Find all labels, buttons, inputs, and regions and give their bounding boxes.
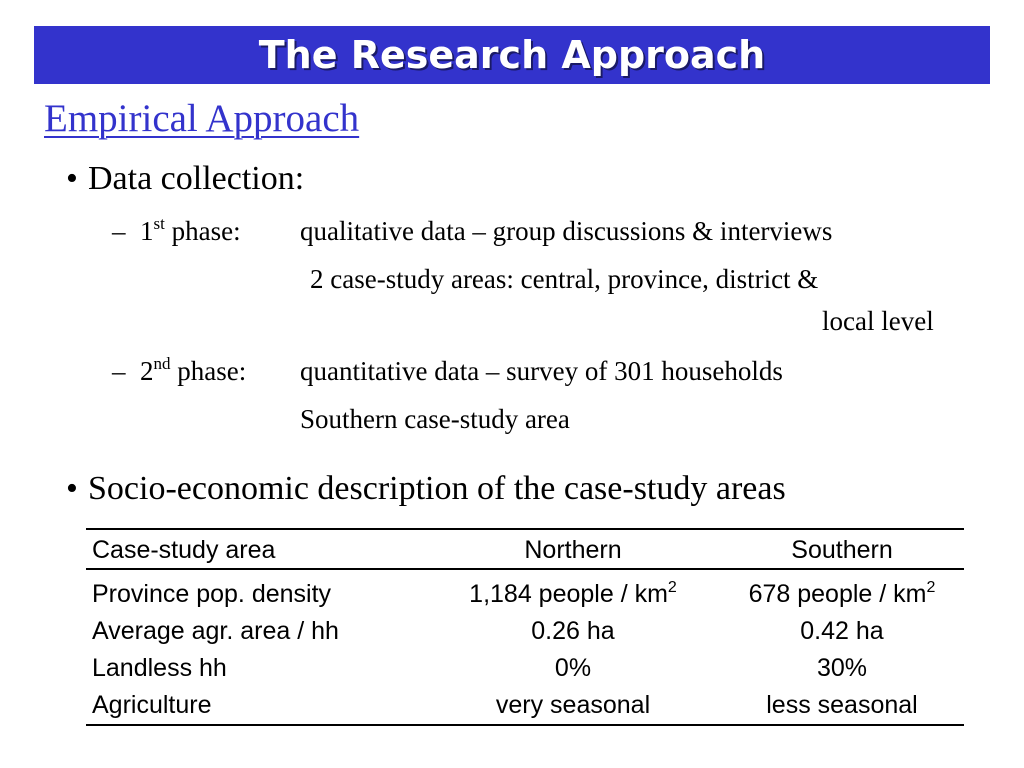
phase-2-line-2: Southern case-study area — [300, 404, 570, 434]
phase-1-label: 1st phase: — [140, 214, 241, 246]
table-cell: 30% — [816, 654, 868, 682]
title-bar — [34, 26, 990, 84]
dash-icon: – — [112, 216, 126, 246]
slide-title: The Research Approach — [258, 33, 766, 77]
phase-2-label: 2nd phase: — [140, 354, 247, 386]
table-row — [86, 613, 964, 650]
column-header: Southern — [720, 529, 964, 569]
table-row — [86, 687, 964, 725]
table-cell: 0% — [554, 654, 592, 682]
case-study-table — [86, 528, 964, 726]
slide-subtitle: Empirical Approach — [44, 97, 360, 140]
phase-1-line-2: 2 case-study areas: central, province, district & — [310, 264, 819, 294]
dash-icon: – — [112, 356, 126, 386]
table-row — [86, 650, 964, 687]
bullet-text: Data collection: — [88, 160, 305, 197]
table-header-row — [86, 529, 964, 569]
table-cell: 678 people / $km^2$ — [748, 579, 936, 608]
table-cell: Landless hh — [92, 654, 227, 682]
table-cell: 0.26 ha — [531, 617, 615, 645]
table-cell: Average agr. area / hh — [92, 617, 339, 645]
phase-1-line-1: qualitative data – group discussions & interviews — [300, 216, 833, 246]
bullet-icon: • — [66, 470, 78, 507]
phase-1-line-3: local level — [822, 306, 934, 336]
table-cell: 1,184 people / $km^2$ — [469, 579, 677, 608]
table-cell: Province pop. density — [92, 580, 332, 608]
table-row — [86, 569, 964, 613]
table-cell: Agriculture — [86, 687, 426, 725]
table-cell: less seasonal — [720, 687, 964, 725]
column-header: Case-study area — [86, 529, 426, 569]
table-cell: 0.42 ha — [800, 617, 884, 645]
bullet-text: Socio-economic description of the case-study areas — [88, 470, 786, 507]
table-cell: very seasonal — [426, 687, 720, 725]
bullet-icon: • — [66, 160, 78, 197]
bullet-socio-economic — [66, 470, 786, 508]
column-header: Northern — [426, 529, 720, 569]
phase-2-line-1: quantitative data – survey of 301 households — [300, 356, 783, 386]
bullet-data-collection — [66, 160, 304, 198]
